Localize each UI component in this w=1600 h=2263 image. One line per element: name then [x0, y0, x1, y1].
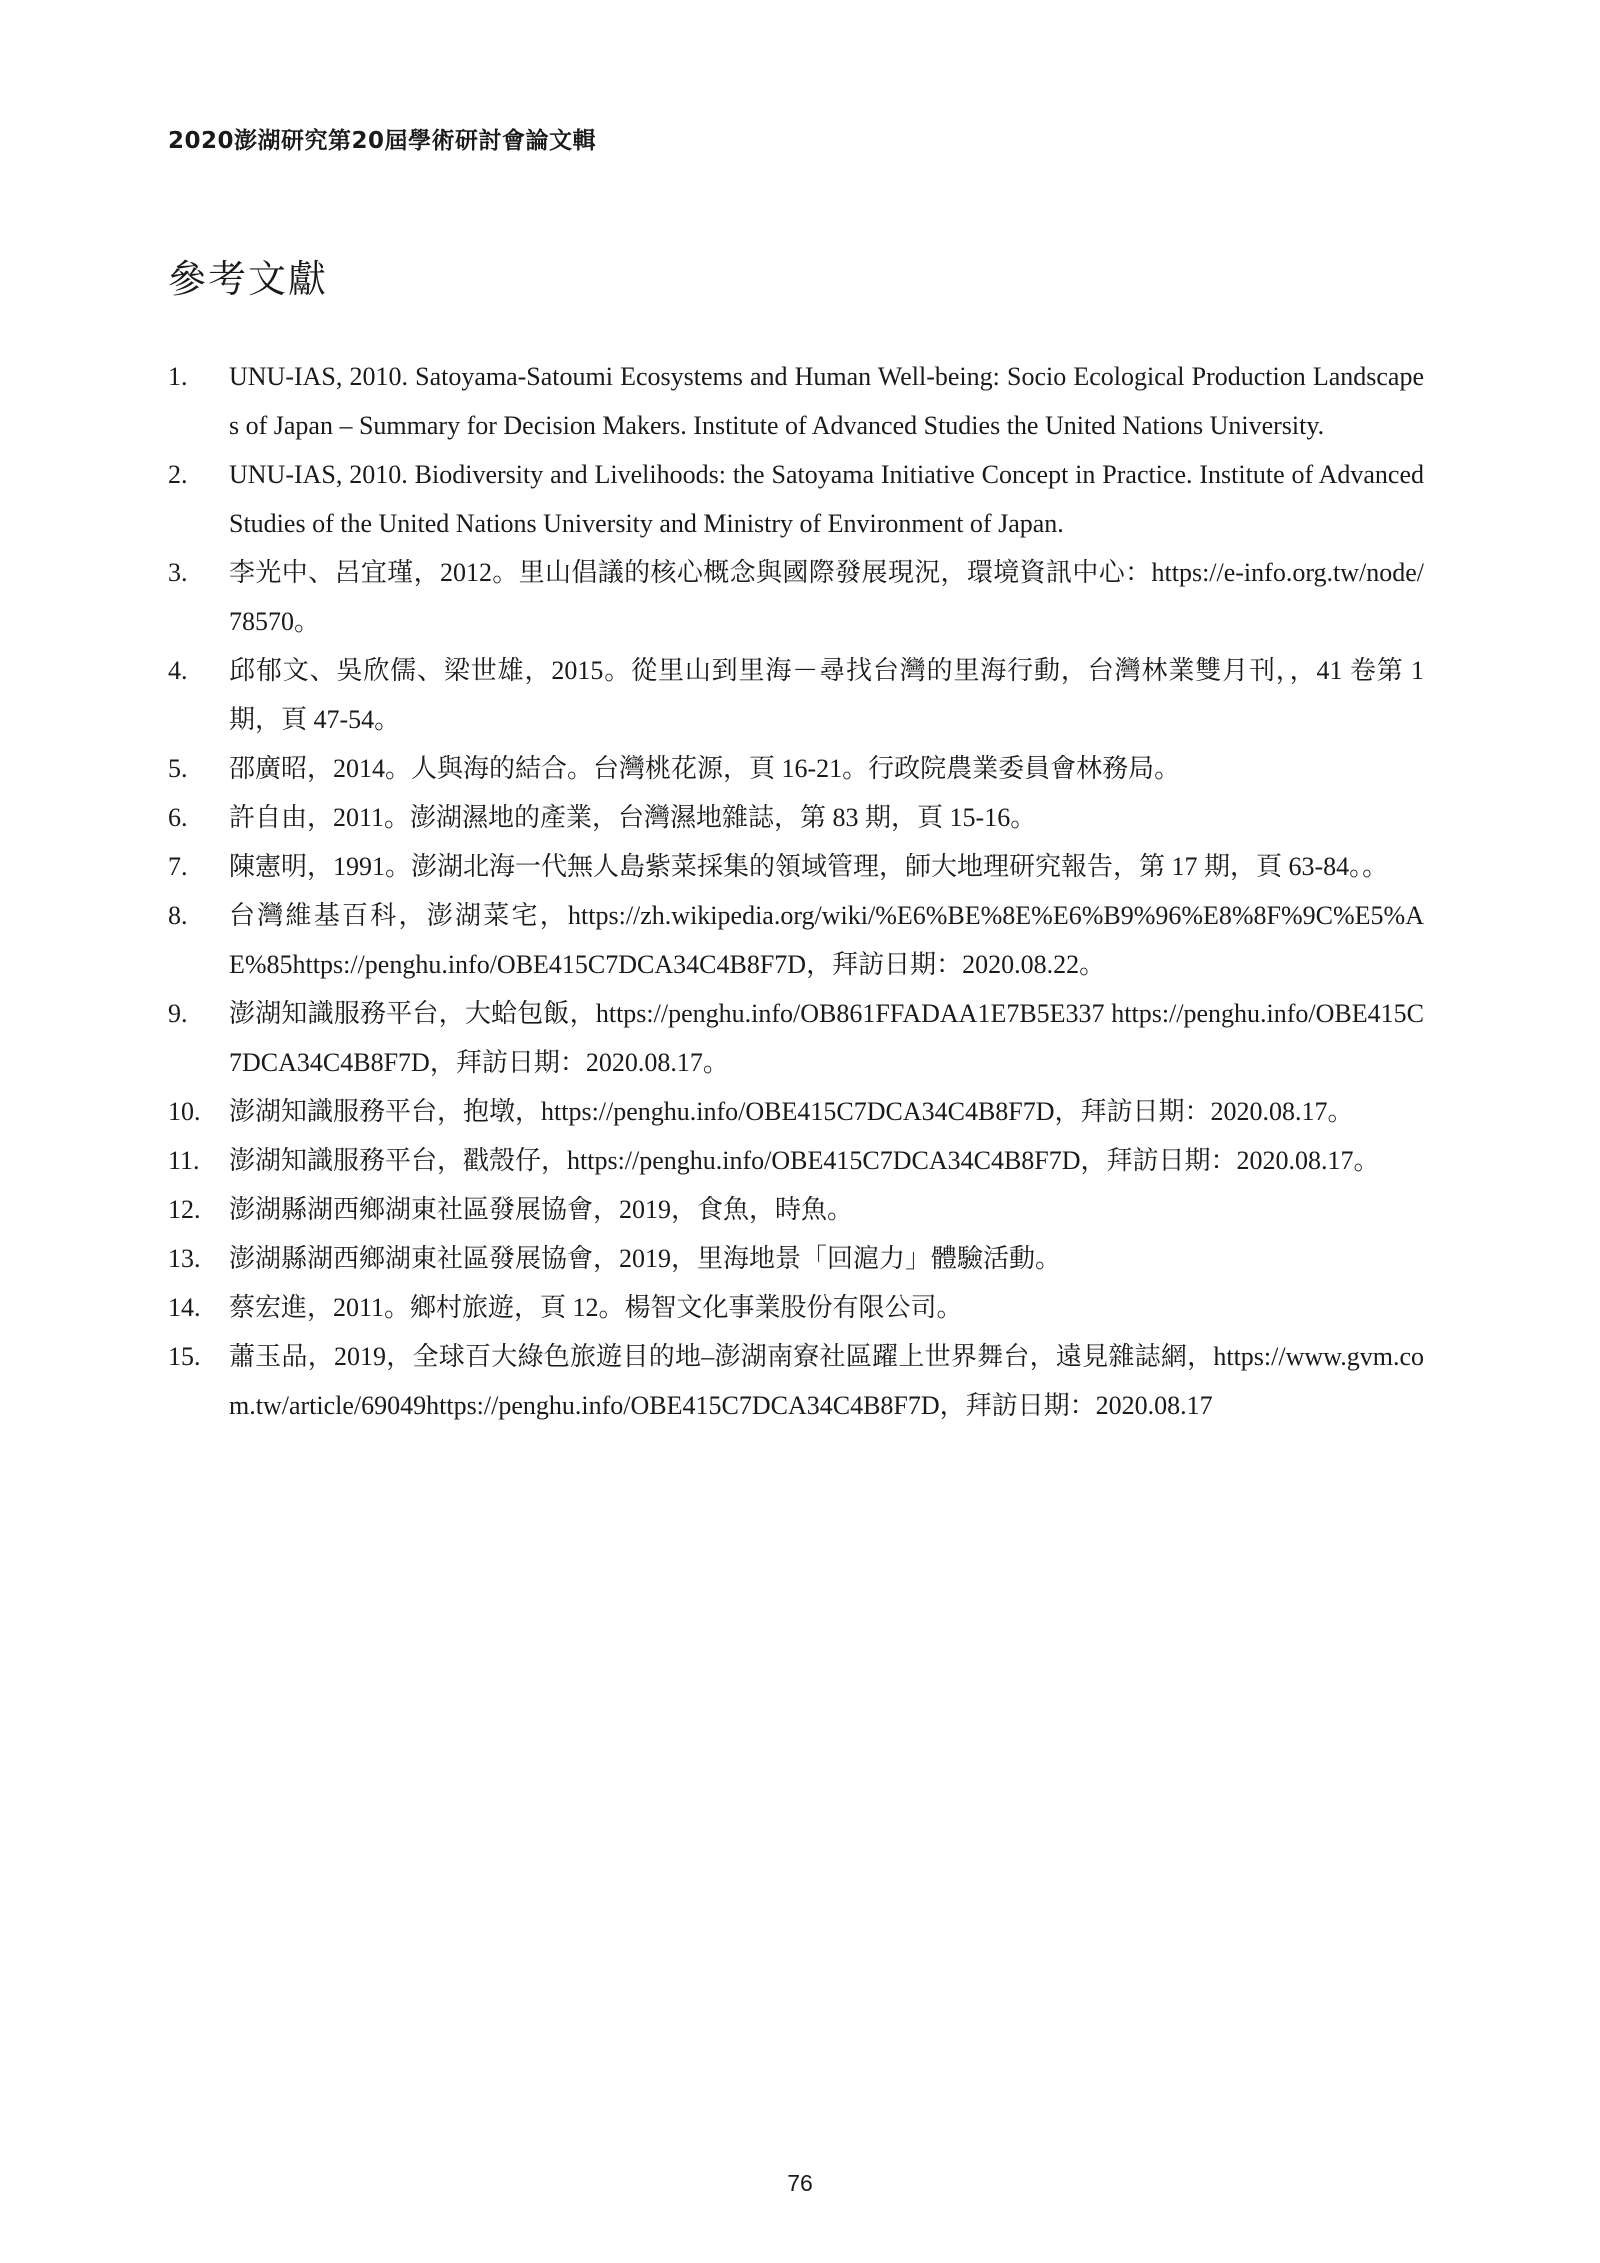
reference-text: 澎湖知識服務平台，戳殼仔，https://penghu.info/OBE415C7DCA34C4B8F7D，拜訪日期：2020.08.17。: [229, 1146, 1380, 1175]
reference-text: 澎湖縣湖西鄉湖東社區發展協會，2019，里海地景「回滬力」體驗活動。: [229, 1244, 1062, 1273]
reference-text: UNU-IAS, 2010. Satoyama-Satoumi Ecosystems and Human Well-being: Socio Ecological Production Landscapes of Japan – Summary for Decision Makers. Institute of Advanced Studies the United Nations University.: [229, 362, 1424, 440]
reference-number: 6.: [168, 803, 188, 832]
reference-item: [168, 842, 1424, 891]
reference-list: [168, 352, 1424, 1430]
reference-item: [168, 744, 1424, 793]
reference-text: 邵廣昭，2014。人與海的結合。台灣桃花源，頁 16-21。行政院農業委員會林務局。: [229, 754, 1181, 783]
reference-number: 2.: [168, 460, 188, 489]
reference-text: 台灣維基百科，澎湖菜宅，https://zh.wikipedia.org/wiki/%E6%BE%8E%E6%B9%96%E8%8F%9C%E5%AE%85https://penghu.info/OBE415C7DCA34C4B8F7D，拜訪日期：2020.08.22。: [229, 901, 1424, 979]
reference-number: 8.: [168, 901, 188, 930]
reference-item: [168, 352, 1424, 450]
reference-item: [168, 548, 1424, 646]
reference-text: 李光中、呂宜瑾，2012。里山倡議的核心概念與國際發展現況，環境資訊中心：https://e-info.org.tw/node/78570。: [229, 558, 1424, 636]
reference-item: [168, 1185, 1424, 1234]
page-number: 76: [787, 2170, 813, 2196]
reference-text: 邱郁文、吳欣儒、梁世雄，2015。從里山到里海－尋找台灣的里海行動，台灣林業雙月刊，，41 卷第 1 期，頁 47-54。: [229, 656, 1424, 734]
reference-number: 3.: [168, 558, 188, 587]
reference-text: 澎湖知識服務平台，抱墩，https://penghu.info/OBE415C7DCA34C4B8F7D，拜訪日期：2020.08.17。: [229, 1097, 1354, 1126]
reference-number: 9.: [168, 999, 188, 1028]
reference-number: 14.: [168, 1293, 201, 1322]
running-header: 2020澎湖研究第20屆學術研討會論文輯: [168, 128, 597, 154]
reference-item: [168, 1087, 1424, 1136]
reference-text: 澎湖縣湖西鄉湖東社區發展協會，2019，食魚，時魚。: [229, 1195, 854, 1224]
reference-item: [168, 1332, 1424, 1430]
reference-text: 蔡宏進，2011。鄉村旅遊，頁 12。楊智文化事業股份有限公司。: [229, 1293, 963, 1322]
reference-number: 12.: [168, 1195, 201, 1224]
reference-number: 7.: [168, 852, 188, 881]
reference-number: 10.: [168, 1097, 201, 1126]
reference-text: 澎湖知識服務平台，大蛤包飯，https://penghu.info/OB861FFADAA1E7B5E337 https://penghu.info/OBE415C7DCA34C4B8F7D，拜訪日期：2020.08.17。: [229, 999, 1424, 1077]
reference-item: [168, 793, 1424, 842]
reference-number: 5.: [168, 754, 188, 783]
reference-item: [168, 450, 1424, 548]
section-title: 參考文獻: [168, 257, 329, 301]
reference-text: UNU-IAS, 2010. Biodiversity and Livelihoods: the Satoyama Initiative Concept in Practice. Institute of Advanced Studies of the United Nations University and Ministry of Environment of Japan.: [229, 460, 1424, 538]
reference-item: [168, 989, 1424, 1087]
reference-text: 許自由，2011。澎湖濕地的產業，台灣濕地雜誌，第 83 期，頁 15-16。: [229, 803, 1037, 832]
reference-item: [168, 891, 1424, 989]
reference-item: [168, 1234, 1424, 1283]
reference-number: 11.: [168, 1146, 200, 1175]
reference-number: 15.: [168, 1342, 201, 1371]
reference-item: [168, 1283, 1424, 1332]
reference-number: 13.: [168, 1244, 201, 1273]
reference-number: 4.: [168, 656, 188, 685]
reference-item: [168, 646, 1424, 744]
reference-number: 1.: [168, 362, 188, 391]
reference-text: 蕭玉品，2019，全球百大綠色旅遊目的地–澎湖南寮社區躍上世界舞台，遠見雜誌網，https://www.gvm.com.tw/article/69049https://penghu.info/OBE415C7DCA34C4B8F7D，拜訪日期：2020.08.17: [229, 1342, 1424, 1420]
reference-text: 陳憲明，1991。澎湖北海一代無人島紫菜採集的領域管理，師大地理研究報告，第 17 期，頁 63-84。。: [229, 852, 1389, 881]
reference-item: [168, 1136, 1424, 1185]
